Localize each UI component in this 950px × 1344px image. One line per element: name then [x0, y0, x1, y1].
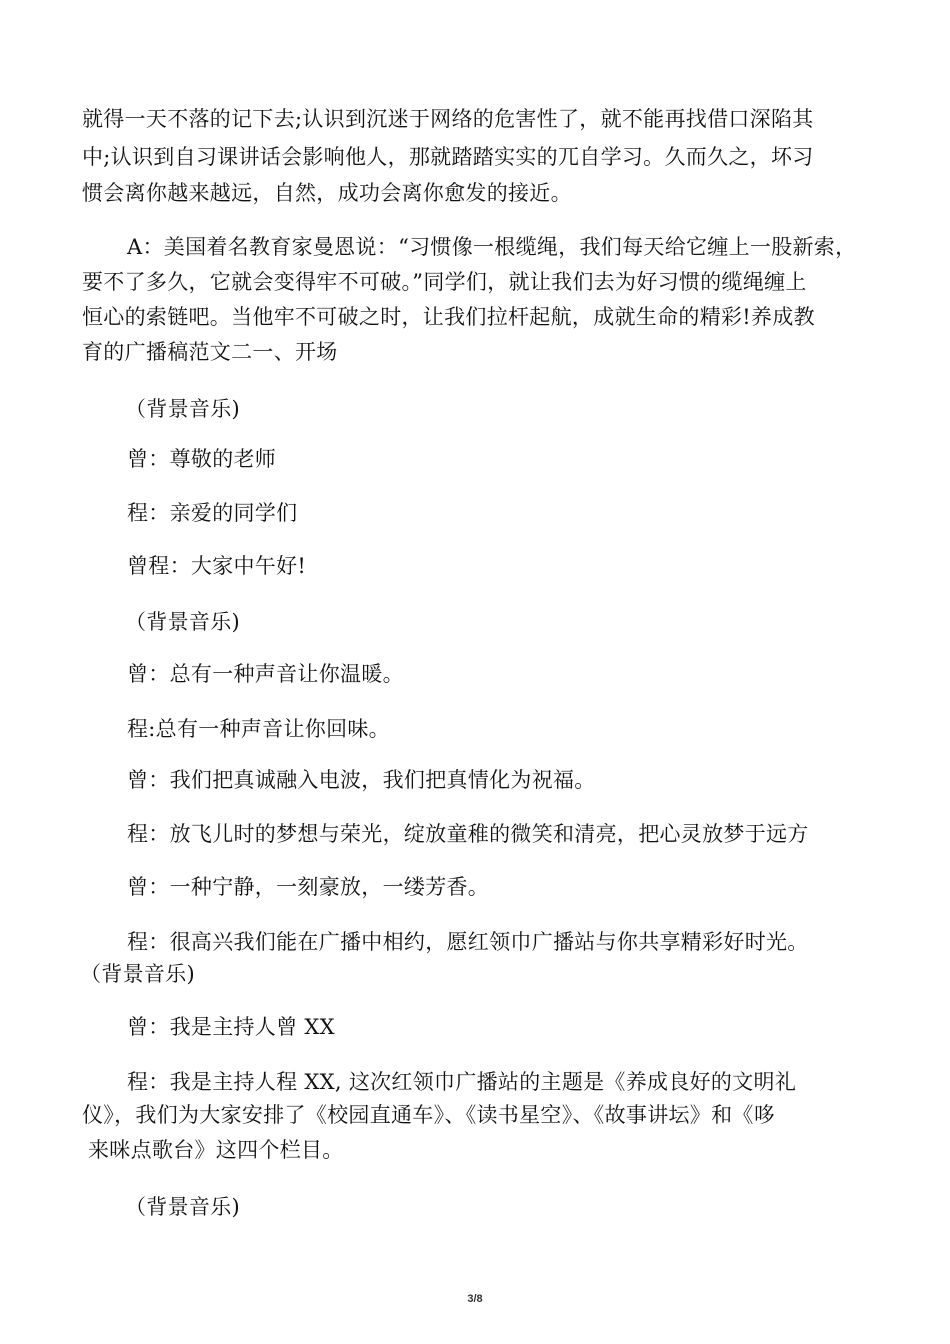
dialogue-line: 程：很高兴我们能在广播中相约，愿红领巾广播站与你共享精彩好时光。 — [127, 930, 809, 954]
text-line: 惯会离你越来越远，自然，成功会离你愈发的接近。 — [82, 181, 572, 205]
dialogue-line: 曾：一种宁静，一刻豪放，一缕芳香。 — [127, 875, 490, 899]
text-line: 育的广播稿范文二一、开场 — [82, 340, 338, 364]
text-line: 中;认识到自习课讲话会影响他人，那就踏踏实实的兀自学习。久而久之，坏习 — [82, 145, 814, 169]
dialogue-line: 曾：尊敬的老师 — [127, 447, 277, 471]
stage-direction: （背景音乐) — [80, 962, 195, 986]
dialogue-line: 曾：我是主持人曾 XX — [127, 1015, 335, 1039]
stage-direction: （背景音乐) — [125, 1195, 240, 1219]
dialogue-line: 程：亲爱的同学们 — [127, 501, 298, 525]
text-line: 来咪点歌台》这四个栏目。 — [88, 1138, 344, 1162]
dialogue-line: 程：放飞儿时的梦想与荣光，绽放童稚的微笑和清亮，把心灵放梦于远方 — [127, 822, 809, 846]
dialogue-line: 曾：总有一种声音让你温暖。 — [127, 662, 404, 686]
page-number: 3/8 — [467, 1293, 483, 1305]
text-line: 仪》，我们为大家安排了《校园直通车》、《读书星空》、《故事讲坛》和《哆 — [82, 1103, 775, 1127]
text-line: A：美国着名教育家曼恩说：“习惯像一根缆绳，我们每天给它缠上一股新索， — [127, 235, 857, 259]
dialogue-line: 程:总有一种声音让你回味。 — [127, 717, 390, 741]
dialogue-line: 程：我是主持人程 XX, 这次红领巾广播站的主题是《养成良好的文明礼 — [127, 1070, 797, 1094]
stage-direction: （背景音乐) — [125, 610, 240, 634]
text-line: 要不了多久，它就会变得牢不可破。”同学们，就让我们去为好习惯的缆绳缠上 — [82, 270, 807, 294]
dialogue-line: 曾程：大家中午好! — [127, 554, 307, 578]
text-line: 恒心的索链吧。当他牢不可破之时，让我们拉杆起航，成就生命的精彩!养成教 — [82, 305, 815, 329]
text-line: 就得一天不落的记下去;认识到沉迷于网络的危害性了，就不能再找借口深陷其 — [82, 107, 814, 131]
dialogue-line: 曾：我们把真诚融入电波，我们把真情化为祝福。 — [127, 768, 596, 792]
stage-direction: （背景音乐) — [125, 397, 240, 421]
